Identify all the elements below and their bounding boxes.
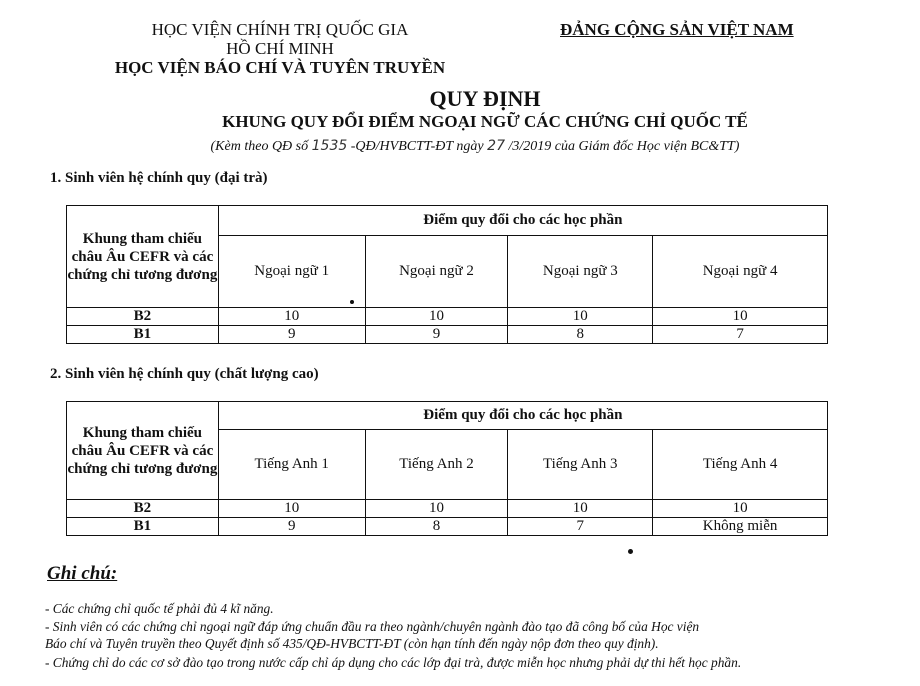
score-cell: 7 (653, 326, 828, 344)
score-cell: 9 (218, 326, 365, 344)
score-cell: Không miễn (653, 518, 828, 536)
group-header: Điểm quy đổi cho các học phần (218, 206, 827, 236)
attachment-suffix: /3/2019 của Giám đốc Học viện BC&TT) (508, 139, 740, 154)
column-header: Tiếng Anh 1 (218, 430, 365, 500)
score-cell: 10 (508, 308, 653, 326)
frame-header: Khung tham chiếu châu Âu CEFR và các chứng chỉ tương đương (67, 402, 219, 500)
attachment-middle: -QĐ/HVBCTT-ĐT ngày (350, 139, 484, 154)
level-cell: B1 (67, 326, 219, 344)
notes-title: Ghi chú: (47, 563, 118, 584)
level-cell: B2 (67, 500, 219, 518)
decision-number-handwritten: 1535 (311, 138, 348, 154)
document-title: QUY ĐỊNH (429, 86, 541, 111)
attachment-note (0, 138, 920, 155)
column-header: Tiếng Anh 2 (365, 430, 508, 500)
note-line: - Sinh viên có các chứng chỉ ngoại ngữ đáp ứng chuẩn đầu ra theo ngành/chuyên ngành đào tạo đã công bố của Học viện (45, 619, 700, 634)
table-row (67, 500, 828, 518)
table-row (67, 308, 828, 326)
section-1-heading: 1. Sinh viên hệ chính quy (đại trà) (50, 170, 268, 186)
note-line: Báo chí và Tuyên truyền theo Quyết định số 435/QĐ-HVBCTT-ĐT (còn hạn tính đến ngày nộp đơn theo quy định). (45, 636, 659, 651)
column-header: Ngoại ngữ 4 (653, 236, 828, 308)
issuer-block (90, 20, 470, 77)
score-cell: 10 (653, 500, 828, 518)
column-header: Tiếng Anh 3 (508, 430, 653, 500)
attachment-prefix: (Kèm theo QĐ số (210, 139, 309, 154)
column-header: Tiếng Anh 4 (653, 430, 828, 500)
scan-speck (350, 300, 354, 304)
column-header: Ngoại ngữ 3 (508, 236, 653, 308)
document-subtitle: KHUNG QUY ĐỔI ĐIỂM NGOẠI NGỮ CÁC CHỨNG CHỈ QUỐC TẾ (222, 112, 748, 131)
score-cell: 10 (218, 308, 365, 326)
conversion-table-standard (66, 205, 828, 344)
score-cell: 8 (508, 326, 653, 344)
column-header: Ngoại ngữ 2 (365, 236, 508, 308)
score-cell: 9 (218, 518, 365, 536)
level-cell: B1 (67, 518, 219, 536)
group-header: Điểm quy đổi cho các học phần (218, 402, 827, 430)
score-cell: 10 (365, 500, 508, 518)
frame-header: Khung tham chiếu châu Âu CEFR và các chứng chỉ tương đương (67, 206, 219, 308)
note-line: - Chứng chỉ do các cơ sở đào tạo trong nước cấp chỉ áp dụng cho các lớp đại trà, được miễn học nhưng phải dự thi hết học phần. (45, 655, 742, 670)
issuer-line-2: HỒ CHÍ MINH (226, 39, 334, 58)
score-cell: 10 (365, 308, 508, 326)
table-row (67, 326, 828, 344)
score-cell: 7 (508, 518, 653, 536)
table-row (67, 518, 828, 536)
column-header: Ngoại ngữ 1 (218, 236, 365, 308)
conversion-table-high-quality (66, 401, 828, 536)
day-handwritten: 27 (487, 138, 505, 154)
score-cell: 10 (218, 500, 365, 518)
section-2-heading: 2. Sinh viên hệ chính quy (chất lượng cao) (50, 366, 319, 382)
party-heading: ĐẢNG CỘNG SẢN VIỆT NAM (560, 20, 794, 39)
score-cell: 10 (508, 500, 653, 518)
issuer-line-1: HỌC VIỆN CHÍNH TRỊ QUỐC GIA (151, 20, 409, 39)
level-cell: B2 (67, 308, 219, 326)
issuer-line-3: HỌC VIỆN BÁO CHÍ VÀ TUYÊN TRUYỀN (114, 58, 446, 77)
score-cell: 9 (365, 326, 508, 344)
note-line: - Các chứng chỉ quốc tế phải đủ 4 kĩ năng. (45, 601, 274, 616)
score-cell: 8 (365, 518, 508, 536)
score-cell: 10 (653, 308, 828, 326)
scan-speck (628, 549, 633, 554)
